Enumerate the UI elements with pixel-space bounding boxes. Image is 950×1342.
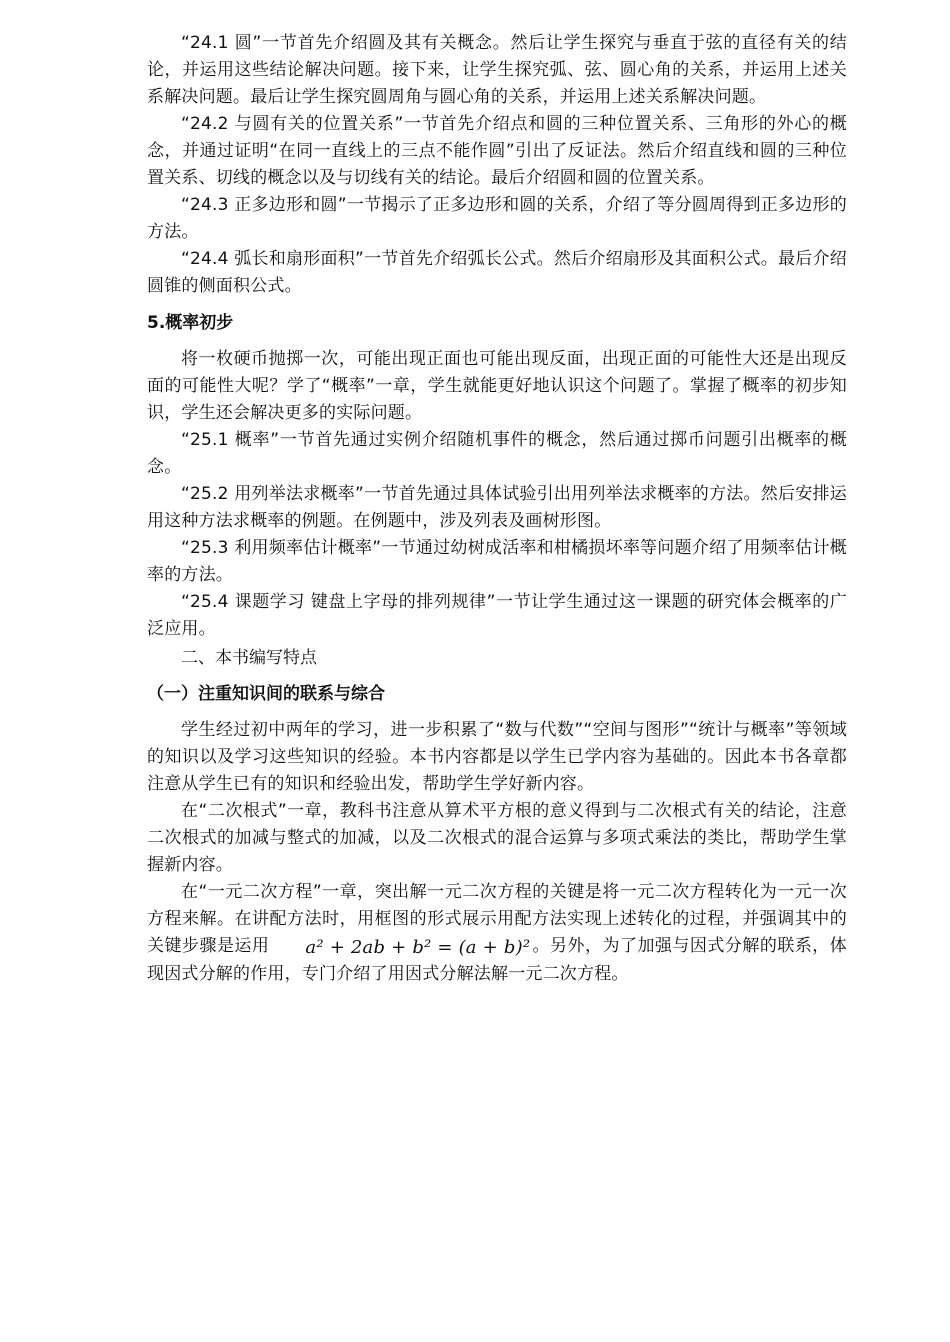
paragraph-24-3: “24.3 正多边形和圆”一节揭示了正多边形和圆的关系，介绍了等分圆周得到正多边形的方法。 (147, 195, 847, 242)
formula-perfect-square: a² + 2ab + b² = (a + b)² (305, 937, 531, 958)
paragraph-24-4: “24.4 弧长和扇形面积”一节首先介绍弧长公式。然后介绍扇形及其面积公式。最后介绍圆锥的侧面积公式。 (147, 249, 847, 296)
paragraph-24-1: “24.1 圆”一节首先介绍圆及其有关概念。然后让学生探究与垂直于弦的直径有关的结论，并运用这些结论解决问题。接下来，让学生探究弧、弦、圆心角的关系，并运用上述关系解决问题。最后让学生探究圆周角与圆心角的关系，并运用上述关系解决问题。 (147, 33, 847, 107)
paragraph-25-4: “25.4 课题学习 键盘上字母的排列规律”一节让学生通过这一课题的研究体会概率的广泛应用。 (147, 592, 847, 639)
heading-knowledge-connection: （一）注重知识间的联系与综合 (147, 684, 385, 704)
paragraph-quadratic-radical: 在“二次根式”一章，教科书注意从算术平方根的意义得到与二次根式有关的结论，注意二次根式的加减与整式的加减，以及二次根式的混合运算与多项式乘法的类比，帮助学生掌握新内容。 (147, 801, 847, 875)
document-page (147, 30, 847, 988)
paragraph-feature-intro: 学生经过初中两年的学习，进一步积累了“数与代数”“空间与图形”“统计与概率”等领域的知识以及学习这些知识的经验。本书内容都是以学生已学内容为基础的。因此本书各章都注意从学生已有的知识和经验出发，帮助学生学好新内容。 (147, 720, 847, 794)
quadratic-text-after: 。另外，为了加强与因式分解的联系，体现因式分解的作用，专门介绍了用因式分解法解一元二次方程。 (147, 936, 847, 984)
paragraph-24-2: “24.2 与圆有关的位置关系”一节首先介绍点和圆的三种位置关系、三角形的外心的概念，并通过证明“在同一直线上的三点不能作圆”引出了反证法。然后介绍直线和圆的三种位置关系、切线的概念以及与切线有关的结论。最后介绍圆和圆的位置关系。 (147, 114, 847, 188)
heading-probability: 5.概率初步 (147, 313, 234, 333)
paragraph-quadratic-equation (147, 879, 847, 988)
paragraph-25-2: “25.2 用列举法求概率”一节首先通过具体试验引出用列举法求概率的方法。然后安排运用这种方法求概率的例题。在例题中，涉及列表及画树形图。 (147, 484, 847, 531)
section-title-features: 二、本书编写特点 (181, 648, 317, 668)
paragraph-25-3: “25.3 利用频率估计概率”一节通过幼树成活率和柑橘损坏率等问题介绍了用频率估计概率的方法。 (147, 538, 847, 585)
paragraph-probability-intro: 将一枚硬币抛掷一次，可能出现正面也可能出现反面，出现正面的可能性大还是出现反面的可能性大呢？学了“概率”一章，学生就能更好地认识这个问题了。掌握了概率的初步知识，学生还会解决更多的实际问题。 (147, 349, 847, 423)
paragraph-25-1: “25.1 概率”一节首先通过实例介绍随机事件的概念，然后通过掷币问题引出概率的概念。 (147, 430, 847, 477)
quadratic-text-before: 在“一元二次方程”一章，突出解一元二次方程的关键是将一元二次方程转化为一元一次方程来解。在讲配方法时，用框图的形式展示用配方法实现上述转化的过程，并强调其中的关键步骤是运用 (147, 882, 847, 956)
